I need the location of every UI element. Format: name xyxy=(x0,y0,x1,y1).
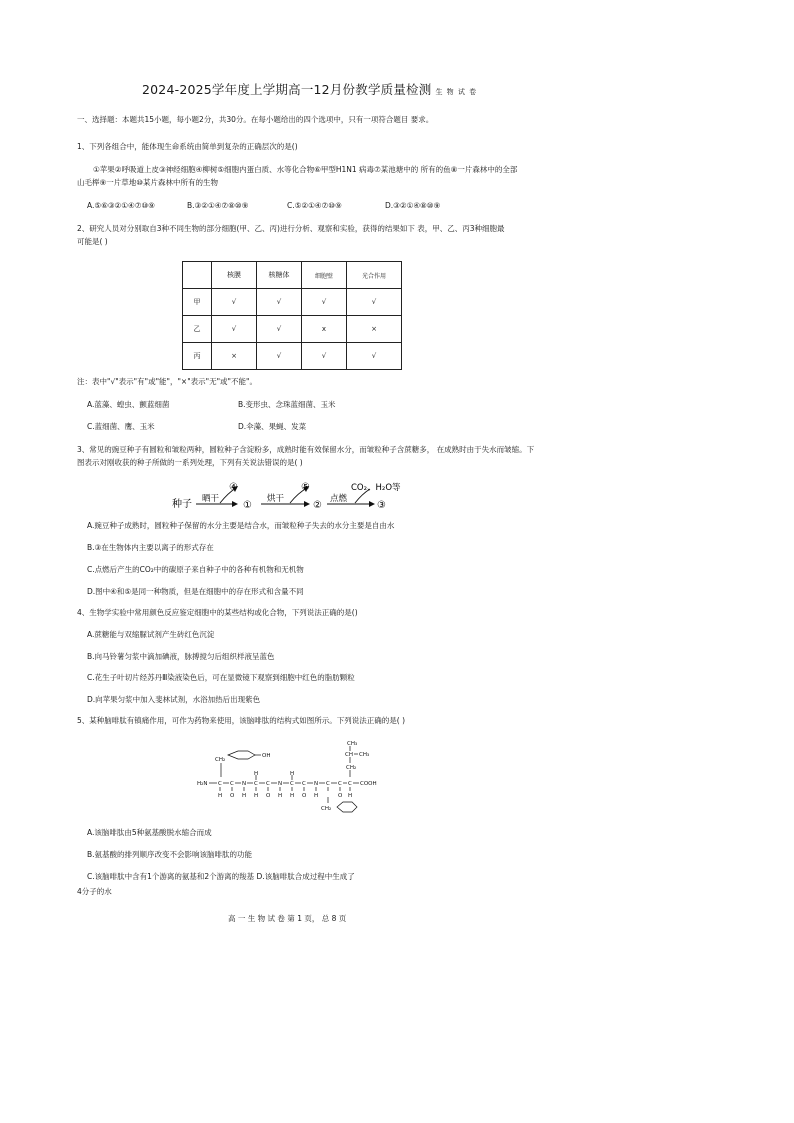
table-row-label: 丙 xyxy=(183,343,212,370)
q2-stem-line1: 2、研究人员对分别取自3种不同生物的部分细胞(甲、乙、丙)进行分析、观察和实验，获得的结果如下 表，甲、乙、丙3种细胞最 xyxy=(77,224,505,233)
table-cell: × xyxy=(347,316,402,343)
struct-c3: C xyxy=(254,781,258,787)
diagram-step3-label: 点燃 xyxy=(330,494,348,504)
struct-h: H xyxy=(348,793,353,799)
struct-ch2-b: CH₂ xyxy=(346,765,357,771)
table-header: 核膜 xyxy=(212,262,257,289)
table-row xyxy=(183,316,402,343)
q3-option-b: B.③在生物体内主要以离子的形式存在 xyxy=(87,543,214,552)
q1-option-b: B.③②①④⑦⑧⑩⑨ xyxy=(187,201,249,210)
struct-o: O xyxy=(230,793,235,799)
q3-stem-line2: 图表示对刚收获的种子所做的一系列处理，下列有关说法错误的是( ) xyxy=(77,458,303,467)
enkephalin-structure xyxy=(195,735,395,817)
struct-h: H xyxy=(278,793,283,799)
page-footer: 高 一 生 物 试 卷 第 1 页， 总 8 页 xyxy=(228,914,347,923)
table-header: 细胞壁 xyxy=(302,262,347,289)
struct-ch: CH xyxy=(345,752,353,758)
table-header: 光合作用 xyxy=(347,262,402,289)
q5-option-cd-cont: 4分子的水 xyxy=(77,887,112,896)
struct-c9: C xyxy=(348,781,352,787)
table-cell: √ xyxy=(257,316,302,343)
table-cell: √ xyxy=(257,343,302,370)
q4-option-c: C.花生子叶切片经苏丹Ⅲ染液染色后，可在显微镜下观察到细胞中红色的脂肪颗粒 xyxy=(87,673,355,682)
struct-h2n: H₂N xyxy=(197,781,208,787)
struct-cooh: COOH xyxy=(360,781,377,787)
q4-option-d: D.向苹果匀浆中加入斐林试剂，水浴加热后出现紫色 xyxy=(87,695,261,704)
struct-c2: C xyxy=(230,781,234,787)
diagram-step2-label: 烘干 xyxy=(267,494,285,504)
q4-option-a: A.蔗糖能与双缩脲试剂产生砖红色沉淀 xyxy=(87,630,215,639)
q1-line1: ①苹果②呼吸道上皮③神经细胞④柳树⑤细胞内蛋白质、水等化合物⑥甲型H1N1 病毒⑦某池塘中的 所有的鱼⑧一片森林中的全部 xyxy=(93,165,518,174)
table-cell: √ xyxy=(302,343,347,370)
table-cell: √ xyxy=(347,289,402,316)
table-cell: √ xyxy=(257,289,302,316)
diagram-n1: ① xyxy=(243,500,252,511)
struct-h: H xyxy=(242,793,247,799)
table-row xyxy=(183,343,402,370)
table-row-label: 乙 xyxy=(183,316,212,343)
q2-note: 注：表中"√"表示"有"或"能"，"×"表示"无"或"不能"。 xyxy=(77,377,257,386)
struct-h: H xyxy=(254,793,259,799)
arrow-head xyxy=(304,501,310,507)
q1-line2: 山毛榉⑨一片草地⑩某片森林中所有的生物 xyxy=(77,178,218,187)
table-header: 核糖体 xyxy=(257,262,302,289)
section-heading: 一、选择题：本题共15小题，每小题2分，共30分。在每小题给出的四个选项中，只有一项符合题目 要求。 xyxy=(77,115,434,124)
q1-option-d: D.③②①④⑧⑩⑨ xyxy=(385,201,441,210)
q2-table xyxy=(182,261,402,370)
struct-c1: C xyxy=(218,781,222,787)
table-cell: √ xyxy=(212,289,257,316)
q2-option-b: B.变形虫、念珠蓝细菌、玉米 xyxy=(238,400,336,409)
diagram-n2: ② xyxy=(313,500,322,511)
struct-c7: C xyxy=(326,781,330,787)
benzene-ring-top xyxy=(228,751,255,759)
q2-option-a: A.蓝藻、蝗虫、颤蓝细菌 xyxy=(87,400,170,409)
q2-stem-line2: 可能是( ) xyxy=(77,237,108,246)
struct-ch2-c: CH₂ xyxy=(321,806,332,812)
table-cell: √ xyxy=(302,289,347,316)
struct-h: H xyxy=(218,793,223,799)
struct-ch3-top: CH₃ xyxy=(347,741,358,747)
struct-c4: C xyxy=(266,781,270,787)
q1-stem: 1、下列各组合中，能体现生命系统由简单到复杂的正确层次的是() xyxy=(77,142,298,151)
struct-h: H xyxy=(314,793,319,799)
struct-n3: N xyxy=(314,781,319,787)
table-cell xyxy=(183,262,212,289)
struct-h: H xyxy=(254,771,259,777)
q5-stem: 5、某种脑啡肽有镇痛作用，可作为药物来使用，该脑啡肽的结构式如图所示。下列说法正确的是( ) xyxy=(77,716,406,725)
arrow-head xyxy=(369,501,375,507)
exam-title: 2024-2025学年度上学期高一12月份教学质量检测 xyxy=(142,82,432,97)
diagram-n4: ④ xyxy=(229,482,238,493)
q3-option-a: A.豌豆种子成熟时，圆粒种子保留的水分主要是结合水，而皱粒种子失去的水分主要是自由水 xyxy=(87,521,395,530)
table-cell: × xyxy=(212,343,257,370)
table-row xyxy=(183,289,402,316)
q2-option-d: D.伞藻、果蝇、发菜 xyxy=(238,422,307,431)
struct-c8: C xyxy=(338,781,342,787)
seed-process-diagram xyxy=(170,478,420,514)
page-title xyxy=(142,80,477,98)
arrow-head xyxy=(232,501,238,507)
diagram-step1-label: 晒干 xyxy=(202,494,220,504)
struct-o: O xyxy=(302,793,307,799)
struct-n1: N xyxy=(242,781,247,787)
struct-ch3-right: CH₃ xyxy=(359,752,370,758)
q1-option-a: A.⑤⑥③②①④⑦⑩⑨ xyxy=(87,201,155,210)
benzene-ring-bottom xyxy=(337,802,357,812)
table-cell: √ xyxy=(347,343,402,370)
struct-c5: C xyxy=(290,781,294,787)
q3-option-d: D.图中④和⑤是同一种物质，但是在细胞中的存在形式和含量不同 xyxy=(87,587,304,596)
struct-o: O xyxy=(266,793,271,799)
struct-o: O xyxy=(338,793,343,799)
q2-option-c: C.蓝细菌、鹰、玉米 xyxy=(87,422,155,431)
diagram-n5: ⑤ xyxy=(301,482,310,493)
q4-option-b: B.向马铃薯匀浆中滴加碘液，脉搏搅匀后组织样液呈蓝色 xyxy=(87,652,275,661)
q3-option-c: C.点燃后产生的CO₂中的碳原子来自种子中的各种有机物和无机物 xyxy=(87,565,304,574)
q5-option-cd: C.该脑啡肽中含有1个游离的氨基和2个游离的羧基 D.该脑啡肽合成过程中生成了 xyxy=(87,872,355,881)
q5-option-b: B.氨基酸的排列顺序改变不会影响该脑啡肽的功能 xyxy=(87,850,253,859)
struct-h: H xyxy=(290,793,295,799)
table-cell: √ xyxy=(212,316,257,343)
struct-h: H xyxy=(290,771,295,777)
diagram-products: CO₂、H₂O等 xyxy=(351,483,401,493)
exam-subject: 生 物 试 卷 xyxy=(435,88,478,96)
struct-c6: C xyxy=(302,781,306,787)
struct-ch2-a: CH₂ xyxy=(215,757,226,763)
q3-stem-line1: 3、常见的豌豆种子有圆粒和皱粒两种，圆粒种子含淀粉多，成熟时能有效保留水分，而皱粒种子含蔗糖多， 在成熟时由于失水而皱缩。下 xyxy=(77,445,535,454)
table-cell: x xyxy=(302,316,347,343)
diagram-n3: ③ xyxy=(377,500,386,511)
diagram-seed-label: 种子 xyxy=(172,499,192,510)
q4-stem: 4、生物学实验中常用颜色反应鉴定细胞中的某些结构或化合物，下列说法正确的是() xyxy=(77,608,358,617)
q5-option-a: A.该脑啡肽由5种氨基酸脱水缩合而成 xyxy=(87,828,212,837)
table-header-row xyxy=(183,262,402,289)
struct-n2: N xyxy=(278,781,283,787)
struct-oh: OH xyxy=(262,753,271,759)
q1-option-c: C.⑤②①④⑦⑩⑨ xyxy=(287,201,342,210)
table-row-label: 甲 xyxy=(183,289,212,316)
